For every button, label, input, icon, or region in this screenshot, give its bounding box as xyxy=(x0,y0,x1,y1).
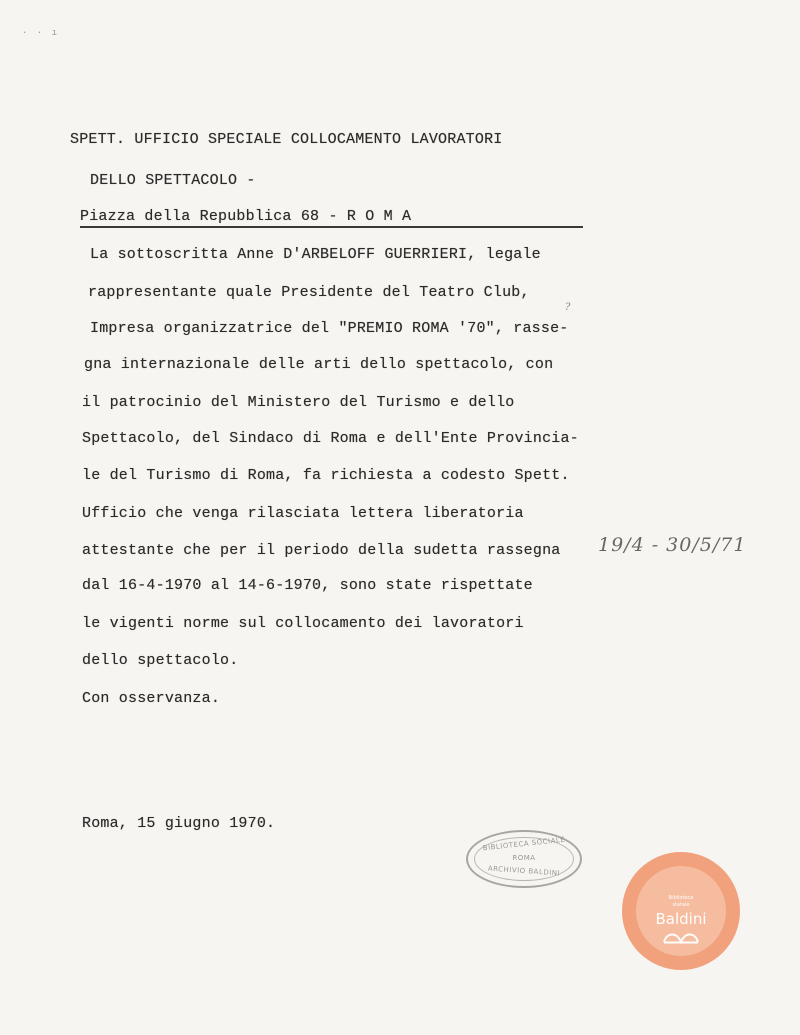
closing-line: Con osservanza. xyxy=(82,690,221,707)
handwritten-mark: ? xyxy=(565,302,571,313)
place-date: Roma, 15 giugno 1970. xyxy=(82,815,276,832)
logo-text-small-1: Biblioteca xyxy=(668,895,694,901)
body-line: dal 16-4-1970 al 14-6-1970, sono state rispettate xyxy=(82,577,533,594)
book-icon xyxy=(663,930,699,944)
stamp-text-top: BIBLIOTECA SOCIALE xyxy=(482,835,566,853)
corner-mark: · · ı xyxy=(22,28,60,38)
handwritten-date-note: 19/4 - 30/5/71 xyxy=(598,534,747,556)
address-line-1: SPETT. UFFICIO SPECIALE COLLOCAMENTO LAVORATORI xyxy=(70,131,503,148)
body-line: attestante che per il periodo della sudetta rassegna xyxy=(82,542,561,559)
logo-name: Baldini xyxy=(655,910,707,928)
body-line: La sottoscritta Anne D'ARBELOFF GUERRIERI, legale xyxy=(90,246,541,263)
baldini-library-logo xyxy=(622,852,740,970)
body-line: Spettacolo, del Sindaco di Roma e dell'Ente Provincia- xyxy=(82,430,579,447)
address-line-3: Piazza della Repubblica 68 - R O M A xyxy=(80,208,412,225)
address-line-2: DELLO SPETTACOLO - xyxy=(90,172,256,189)
library-stamp xyxy=(466,830,582,888)
body-line: gna internazionale delle arti dello spettacolo, con xyxy=(84,356,554,373)
address-underline xyxy=(80,226,583,228)
logo-text-small-2: statale xyxy=(672,902,690,908)
body-line: le del Turismo di Roma, fa richiesta a codesto Spett. xyxy=(82,467,570,484)
stamp-text-bottom: ARCHIVIO BALDINI xyxy=(487,864,561,878)
body-line: Impresa organizzatrice del "PREMIO ROMA '70", rasse- xyxy=(90,320,569,337)
body-line: Ufficio che venga rilasciata lettera liberatoria xyxy=(82,505,524,522)
body-line: rappresentante quale Presidente del Teatro Club, xyxy=(88,284,530,301)
body-line: dello spettacolo. xyxy=(82,652,239,669)
body-line: il patrocinio del Ministero del Turismo e dello xyxy=(82,394,515,411)
logo-inner-circle xyxy=(636,866,726,956)
body-line: le vigenti norme sul collocamento dei lavoratori xyxy=(82,615,524,632)
stamp-text-middle: ROMA xyxy=(512,854,536,862)
